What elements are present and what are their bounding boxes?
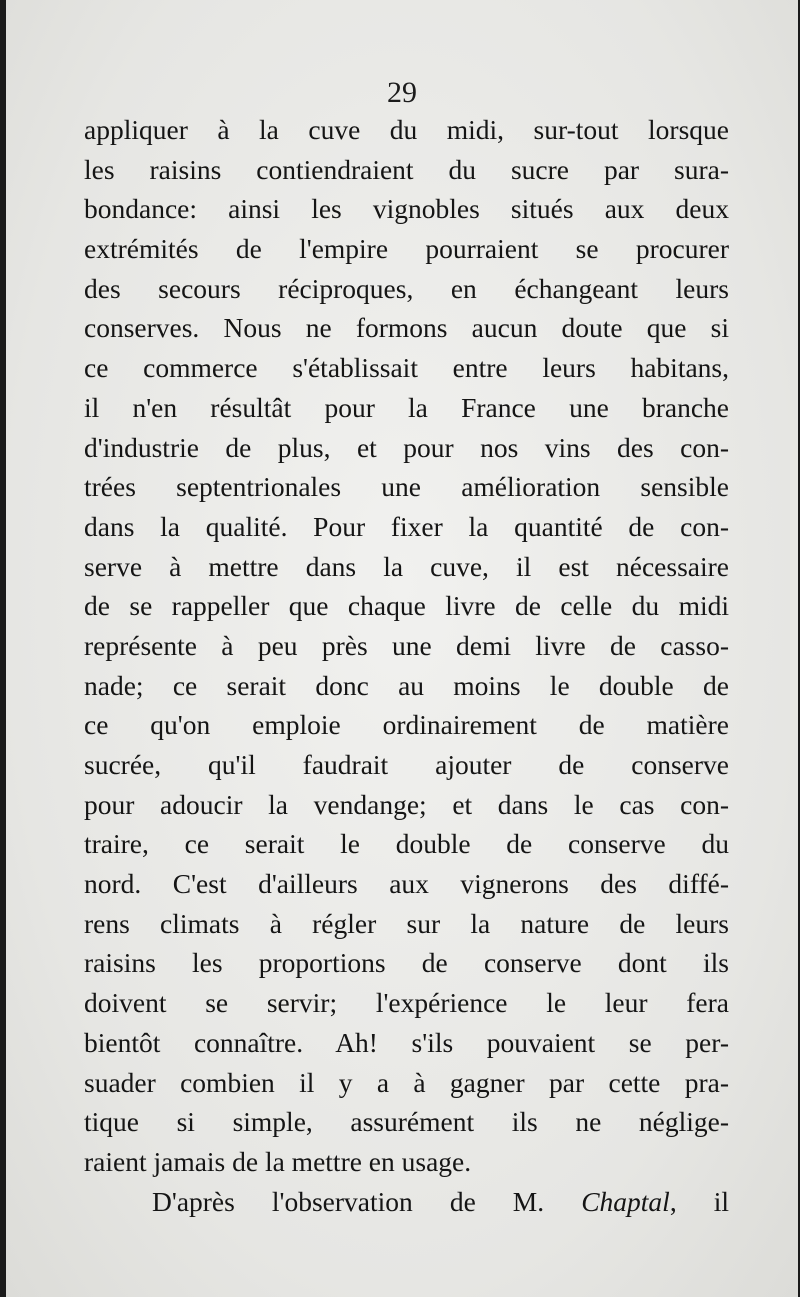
paragraph-end-line: raient jamais de la mettre en usage. <box>84 1145 472 1177</box>
body-text <box>84 110 729 1221</box>
text-line: sucrée, qu'il faudrait ajouter de conserve <box>84 749 729 780</box>
text-line: pour adoucir la vendange; et dans le cas con- <box>84 788 729 820</box>
text-line: bientôt connaître. Ah! s'ils pouvaient se per- <box>84 1026 729 1058</box>
text-line: doivent se servir; l'expérience le leur fera <box>84 987 729 1019</box>
text-line: bondance: ainsi les vignobles situés aux deux <box>84 193 729 225</box>
observation-tail: , il <box>669 1185 729 1217</box>
text-line: des secours réciproques, en échangeant leurs <box>84 272 729 304</box>
text-line: trées septentrionales une amélioration sensible <box>84 471 729 503</box>
text-line: d'industrie de plus, et pour nos vins des con- <box>84 431 729 463</box>
text-line: suader combien il y a à gagner par cette pra- <box>84 1066 729 1098</box>
text-line: conserves. Nous ne formons aucun doute que si <box>84 312 729 344</box>
text-line: les raisins contiendraient du sucre par sura- <box>84 153 729 185</box>
text-line: dans la qualité. Pour fixer la quantité de con- <box>84 510 729 542</box>
text-line: traire, ce serait le double de conserve du <box>84 828 729 860</box>
text-line: extrémités de l'empire pourraient se procurer <box>84 233 729 265</box>
text-line: ce commerce s'établissait entre leurs habitans, <box>84 352 729 384</box>
text-line: tique si simple, assurément ils ne néglige- <box>84 1106 729 1138</box>
text-line: ce qu'on emploie ordinairement de matière <box>84 709 729 741</box>
text-line: représente à peu près une demi livre de casso- <box>84 629 729 661</box>
text-line: serve à mettre dans la cuve, il est nécessaire <box>84 550 729 582</box>
book-page <box>6 0 798 1297</box>
text-line: nade; ce serait donc au moins le double de <box>84 669 729 701</box>
text-line: appliquer à la cuve du midi, sur-tout lorsque <box>84 114 729 145</box>
text-line: nord. C'est d'ailleurs aux vignerons des diffé- <box>84 868 729 900</box>
author-name: Chaptal <box>581 1185 670 1217</box>
text-line: il n'en résultât pour la France une branche <box>84 391 729 423</box>
observation-lead: D'après l'observation de M. <box>152 1185 545 1217</box>
page-number: 29 <box>387 76 417 109</box>
paragraph-start-line <box>84 1182 729 1222</box>
text-line: rens climats à régler sur la nature de leurs <box>84 907 729 939</box>
text-line: raisins les proportions de conserve dont ils <box>84 947 729 979</box>
text-line: de se rappeller que chaque livre de celle du midi <box>84 590 729 622</box>
